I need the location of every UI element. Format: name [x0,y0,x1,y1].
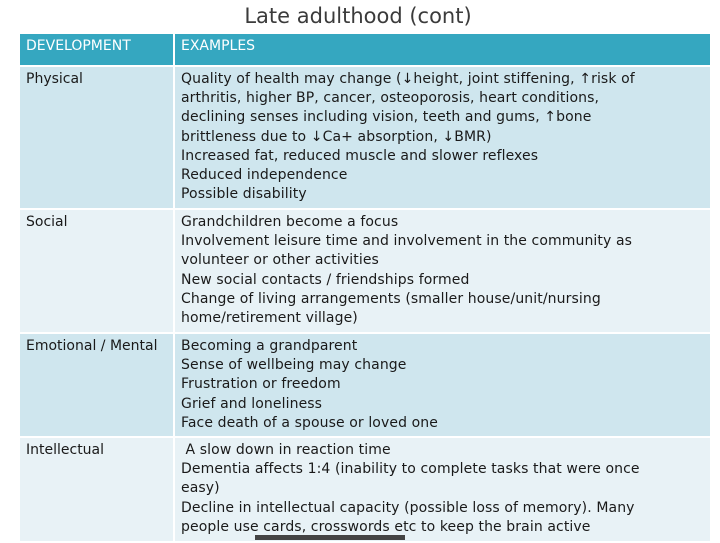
example-line: New social contacts / friendships formed [181,271,470,288]
example-line: Grandchildren become a focus [181,214,399,230]
category-cell: Physical [19,66,174,209]
example-line: Dementia affects 1:4 (inability to complete tasks that were once [181,461,640,478]
example-line: Quality of health may change (↓height, joint stiffening, ↑risk of [181,71,635,87]
category-cell: Emotional / Mental [19,333,174,437]
example-line: volunteer or other activities [181,252,379,269]
category-cell: Social [19,209,174,333]
example-line: Decline in intellectual capacity (possible loss of memory). Many [181,499,635,516]
example-line: Involvement leisure time and involvement in the community as [181,233,633,250]
table-row-emotional [19,333,711,437]
header-development: DEVELOPMENT [19,33,174,66]
examples-cell [174,66,711,209]
bottom-decoration [255,535,405,540]
category-cell: Intellectual [19,437,174,542]
slide-title: Late adulthood (cont) [244,4,472,28]
examples-cell [174,209,711,333]
example-line: easy) [181,480,220,497]
example-line: Frustration or freedom [181,376,341,393]
example-line: Grief and loneliness [181,395,323,412]
example-line: Face death of a spouse or loved one [181,414,438,431]
example-line: home/retirement village) [181,310,358,327]
example-line: Sense of wellbeing may change [181,357,407,374]
example-line: brittleness due to ↓Ca+ absorption, ↓BMR) [181,128,492,145]
table-row-intellectual [19,437,711,542]
development-table [18,32,712,543]
example-line: Becoming a grandparent [181,338,358,354]
example-line: people use cards, crosswords etc to keep the brain active [181,518,591,535]
example-line: A slow down in reaction time [181,442,391,458]
example-line: Change of living arrangements (smaller house/unit/nursing [181,290,601,307]
examples-cell [174,437,711,542]
example-line: Increased fat, reduced muscle and slower reflexes [181,147,539,164]
examples-cell [174,333,711,437]
example-line: arthritis, higher BP, cancer, osteoporosis, heart conditions, [181,90,600,107]
table-row-physical [19,66,711,209]
table-row-social [19,209,711,333]
example-line: Possible disability [181,186,307,203]
example-line: Reduced independence [181,167,348,184]
header-examples: EXAMPLES [174,33,711,66]
example-line: declining senses including vision, teeth and gums, ↑bone [181,109,592,126]
table-header-row [19,33,711,66]
